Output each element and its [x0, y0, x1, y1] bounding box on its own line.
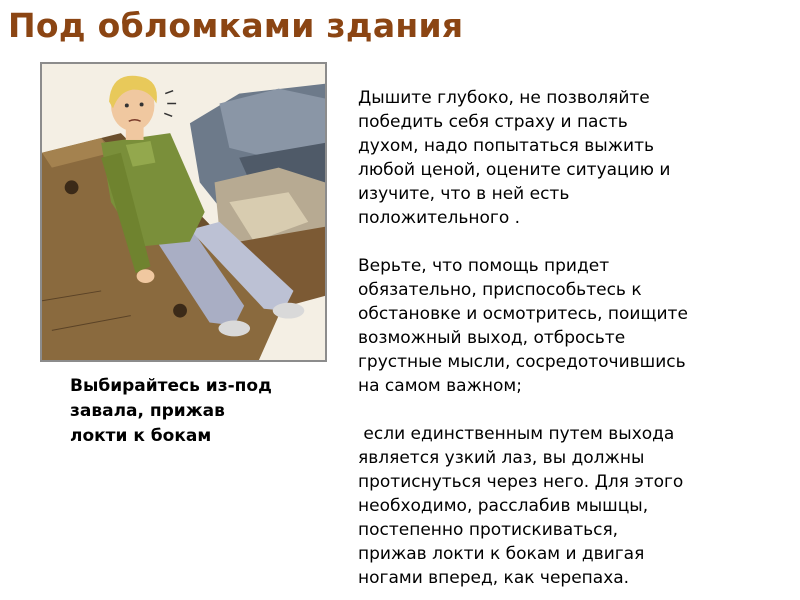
- text-line: необходимо, расслабив мышцы,: [358, 496, 649, 516]
- caption-line: завала, прижав: [70, 401, 225, 421]
- text-line: обязательно, приспособьтесь к: [358, 280, 642, 300]
- paragraph-believe: [358, 254, 793, 398]
- text-line: любой ценой, оцените ситуацию и: [358, 160, 671, 180]
- figure-caption: [70, 374, 325, 449]
- text-line: ногами вперед, как черепаха.: [358, 568, 630, 588]
- text-line: протиснуться через него. Для этого: [358, 472, 684, 492]
- text-line: положительного .: [358, 208, 521, 228]
- page-title: Под обломками здания: [8, 6, 464, 45]
- text-line: на самом важном;: [358, 376, 522, 396]
- caption-line: Выбирайтесь из-под: [70, 376, 272, 396]
- text-line: грустные мысли, сосредоточившись: [358, 352, 686, 372]
- text-line: возможный выход, отбросьте: [358, 328, 626, 348]
- text-line: духом, надо попытаться выжить: [358, 136, 654, 156]
- text-line: Дышите глубоко, не позволяйте: [358, 88, 650, 108]
- caption-line: локти к бокам: [70, 426, 212, 446]
- advice-text: [358, 86, 793, 590]
- text-line: прижав локти к бокам и двигая: [358, 544, 645, 564]
- text-line: если единственным путем выхода: [358, 424, 675, 444]
- paragraph-breathe: [358, 86, 793, 230]
- text-line: победить себя страху и пасть: [358, 112, 628, 132]
- paragraph-narrow-passage: [358, 422, 793, 590]
- illustration-frame: [40, 62, 327, 362]
- text-line: обстановке и осмотритесь, поищите: [358, 304, 688, 324]
- text-line: Верьте, что помощь придет: [358, 256, 610, 276]
- person-under-rubble-illustration: [42, 64, 325, 360]
- text-line: является узкий лаз, вы должны: [358, 448, 645, 468]
- text-line: постепенно протискиваться,: [358, 520, 619, 540]
- text-line: изучите, что в ней есть: [358, 184, 570, 204]
